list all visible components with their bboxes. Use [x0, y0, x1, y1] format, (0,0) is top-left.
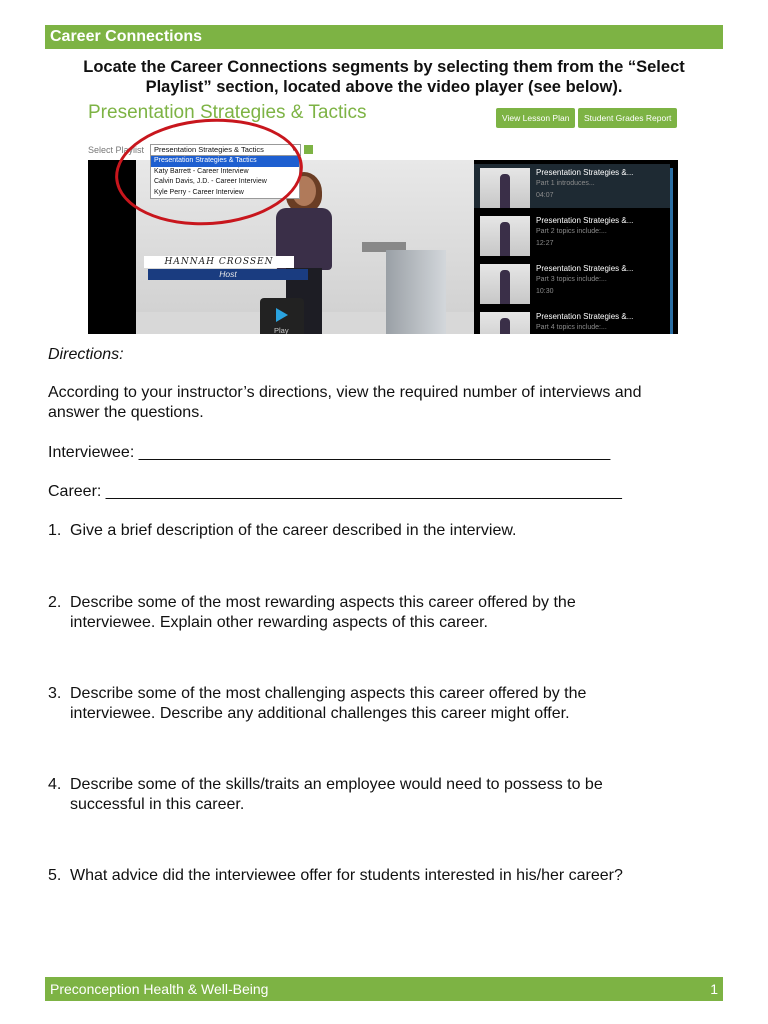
question-number: 4.: [48, 776, 62, 793]
playlist-item-duration: 10:30: [536, 288, 554, 295]
directions-line-1: According to your instructor’s directions, view the required number of interviews and: [48, 384, 642, 401]
student-grades-report-button[interactable]: Student Grades Report: [578, 108, 677, 128]
playlist-item-subtitle: Part 4 topics include:...: [536, 324, 607, 331]
question-line-1: Give a brief description of the career described in the interview.: [70, 522, 517, 539]
question-line-1: Describe some of the most challenging aspects this career offered by the: [70, 685, 587, 702]
playlist-item[interactable]: [474, 212, 670, 256]
playlist-item[interactable]: [474, 260, 670, 304]
directions-heading: Directions:: [48, 346, 124, 363]
question-line-2: interviewee. Describe any additional challenges this career might offer.: [70, 705, 570, 722]
footer-title: Preconception Health & Well-Being: [50, 981, 269, 997]
career-field: Career: __________________________________________________________: [48, 483, 622, 500]
playlist-item-subtitle: Part 1 introduces...: [536, 180, 595, 187]
page-number: 1: [710, 981, 718, 997]
podium: [386, 250, 446, 334]
playlist-thumbnail: [480, 312, 530, 334]
directions-line-2: answer the questions.: [48, 404, 204, 421]
question-number: 3.: [48, 685, 62, 702]
host-label: Host: [148, 269, 308, 280]
question-number: 5.: [48, 867, 62, 884]
player-title: Presentation Strategies & Tactics: [88, 102, 367, 123]
dropdown-option-presentation[interactable]: Presentation Strategies & Tactics: [151, 156, 299, 167]
page-footer: [45, 977, 723, 1001]
playlist-item-title: Presentation Strategies &...: [536, 168, 634, 177]
playlist-item-subtitle: Part 3 topics include:...: [536, 276, 607, 283]
playlist-item-duration: 04:07: [536, 192, 554, 199]
playlist-thumbnail: [480, 264, 530, 304]
section-title: Career Connections: [50, 28, 203, 45]
playlist-item[interactable]: [474, 164, 670, 208]
question-number: 1.: [48, 522, 62, 539]
dropdown-option-calvin-davis[interactable]: Calvin Davis, J.D. - Career Interview: [154, 178, 267, 185]
intro-line-2: Playlist” section, located above the video player (see below).: [145, 78, 623, 96]
playlist-item[interactable]: [474, 308, 670, 334]
presenter-name-plate: HANNAH CROSSEN: [144, 256, 294, 268]
interviewee-field: Interviewee: _____________________________________________________: [48, 444, 611, 461]
playlist-item-title: Presentation Strategies &...: [536, 312, 634, 321]
play-icon: [276, 308, 288, 322]
intro-instructions: [45, 57, 723, 97]
player-screenshot: [88, 100, 678, 334]
chevron-down-icon: ▼: [291, 147, 297, 153]
select-playlist-label: Select Playlist: [88, 145, 145, 155]
dropdown-option-kyle-perry[interactable]: Kyle Perry - Career Interview: [154, 188, 244, 196]
question-line-1: Describe some of the skills/traits an employee would need to possess to be: [70, 776, 603, 793]
question-line-2: successful in this career.: [70, 796, 245, 813]
question-line-1: What advice did the interviewee offer for students interested in his/her career?: [70, 867, 623, 884]
playlist-thumbnail: [480, 168, 530, 208]
play-button[interactable]: [260, 298, 304, 334]
directions-text: [48, 383, 723, 423]
playlist-item-title: Presentation Strategies &...: [536, 216, 634, 225]
question-line-2: interviewee. Explain other rewarding aspects of this career.: [70, 614, 488, 631]
dropdown-option-katy-barrett[interactable]: Katy Barrett - Career Interview: [154, 167, 249, 175]
playlist-thumbnail: [480, 216, 530, 256]
question-number: 2.: [48, 594, 62, 611]
playlist-scrollbar[interactable]: [670, 168, 673, 334]
playlist-item-title: Presentation Strategies &...: [536, 264, 634, 273]
view-lesson-plan-button[interactable]: View Lesson Plan: [496, 108, 575, 128]
refresh-icon[interactable]: [304, 145, 313, 154]
question-line-1: Describe some of the most rewarding aspects this career offered by the: [70, 594, 576, 611]
playlist-select-value: Presentation Strategies & Tactics: [154, 145, 264, 154]
intro-line-1: Locate the Career Connections segments by selecting them from the “Select: [83, 58, 685, 76]
playlist-item-subtitle: Part 2 topics include:...: [536, 228, 607, 235]
section-header: [45, 25, 723, 49]
playlist-item-duration: 12:27: [536, 240, 554, 247]
play-label: Play: [274, 326, 289, 334]
